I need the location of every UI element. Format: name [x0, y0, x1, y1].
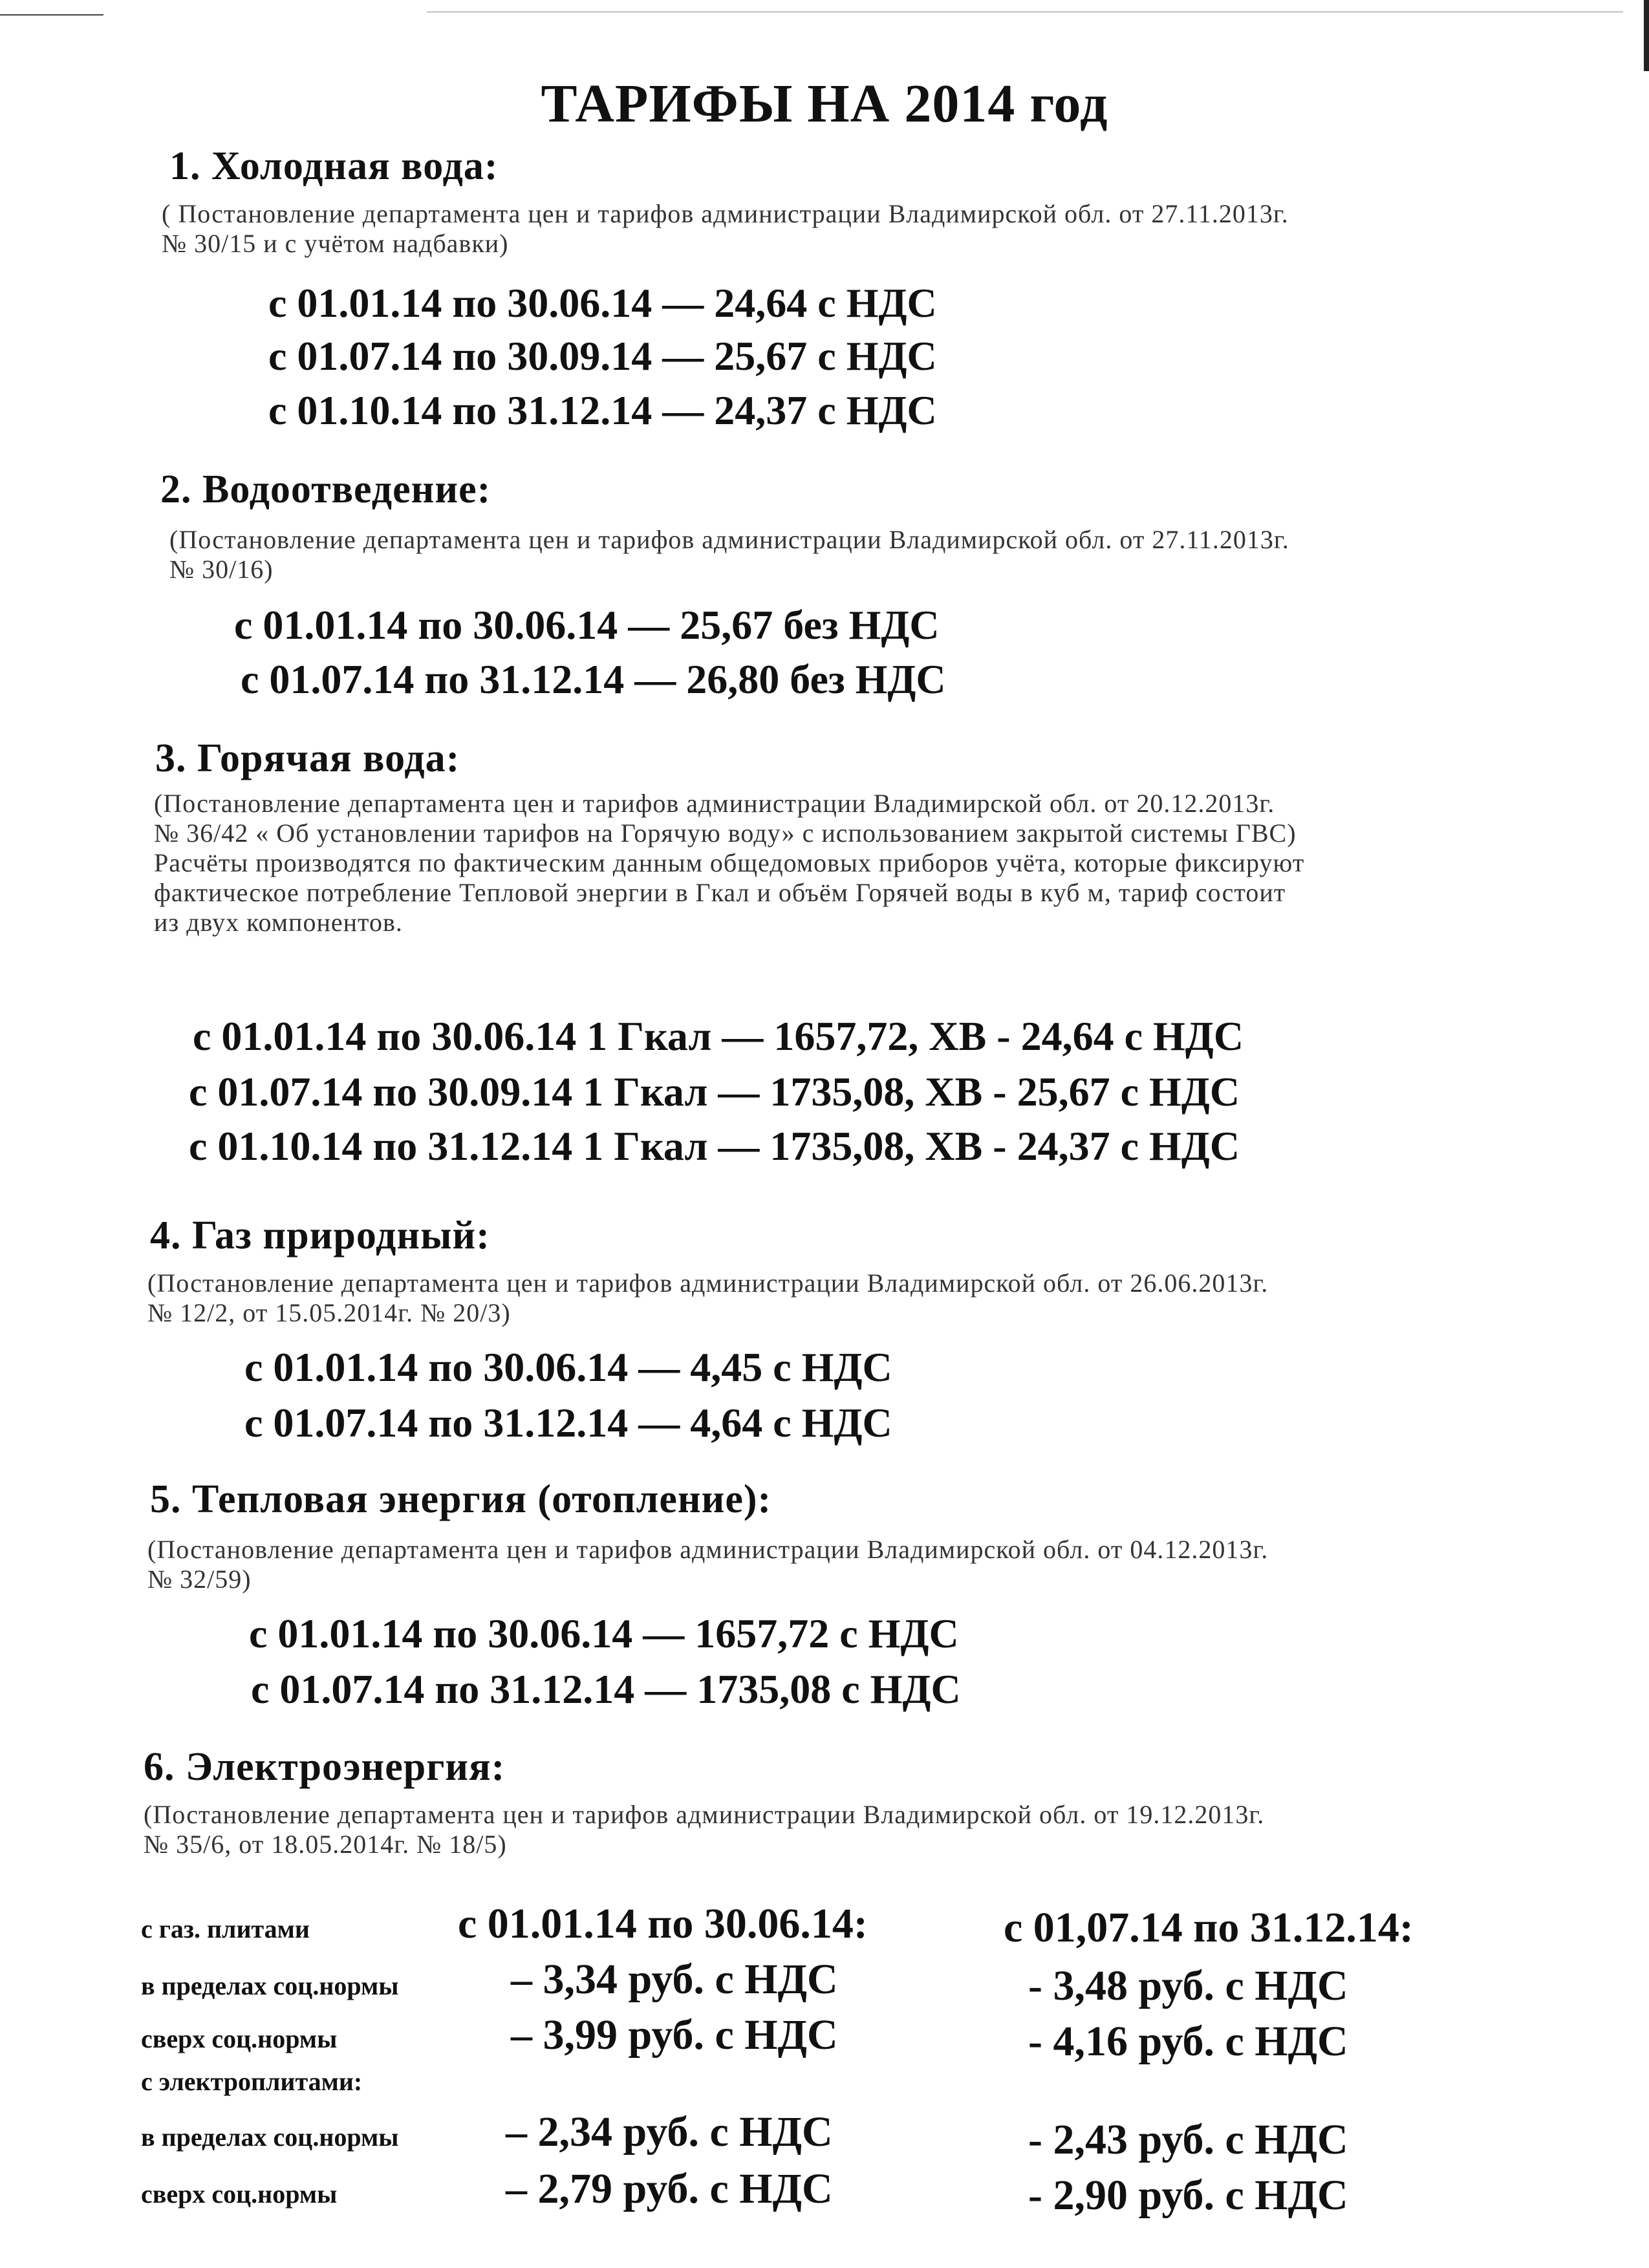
electricity-row-label: сверх соц.нормы: [141, 2179, 338, 2209]
section-5-rate: с 01.07.14 по 31.12.14 — 1735,08 с НДС: [251, 1666, 961, 1712]
electricity-row-value-2: - 2,43 руб. с НДС: [1028, 2116, 1348, 2163]
electricity-row-value-1: – 2,34 руб. с НДС: [506, 2108, 833, 2156]
electricity-row-value-1: – 2,79 руб. с НДС: [506, 2165, 833, 2212]
section-4-rate: с 01.07.14 по 31.12.14 — 4,64 с НДС: [244, 1400, 892, 1446]
section-4-rate: с 01.01.14 по 30.06.14 — 4,45 с НДС: [244, 1344, 892, 1390]
section-4-heading: 4. Газ природный:: [150, 1214, 490, 1257]
page-title: ТАРИФЫ НА 2014 год: [541, 74, 1108, 134]
note-line: (Постановление департамента цен и тарифов администрации Владимирской обл. от 04.12.2013г.: [147, 1535, 1269, 1564]
electricity-period-1: с 01.01.14 по 30.06.14:: [458, 1900, 868, 1947]
electricity-gas-label: с газ. плитами: [141, 1914, 310, 1943]
note-line: № 35/6, от 18.05.2014г. № 18/5): [144, 1830, 507, 1859]
section-1-rate: с 01.07.14 по 30.09.14 — 25,67 с НДС: [268, 333, 937, 379]
section-2-note: [169, 525, 1560, 584]
electricity-row-value-1: – 3,99 руб. с НДС: [511, 2011, 838, 2059]
electricity-period-2: с 01,07.14 по 31.12.14:: [1004, 1904, 1414, 1951]
electricity-row-value-2: - 3,48 руб. с НДС: [1028, 1962, 1348, 2009]
note-line: (Постановление департамента цен и тарифов администрации Владимирской обл. от 26.06.2013г.: [147, 1268, 1269, 1298]
section-6-note: [144, 1800, 1534, 1859]
section-5-rate: с 01.01.14 по 30.06.14 — 1657,72 с НДС: [249, 1610, 959, 1656]
electricity-electric-label: с электроплитами:: [141, 2067, 363, 2096]
note-line: № 36/42 « Об установлении тарифов на Горячую воду» с использованием закрытой системы ГВС): [154, 818, 1297, 848]
electricity-row-label: в пределах соц.нормы: [141, 1971, 399, 2000]
section-1-rate: с 01.10.14 по 31.12.14 — 24,37 с НДС: [268, 387, 937, 433]
note-line: № 32/59): [147, 1565, 252, 1594]
section-5-note: [147, 1535, 1538, 1594]
section-6-heading: 6. Электроэнергия:: [144, 1745, 506, 1789]
note-line: (Постановление департамента цен и тарифов администрации Владимирской обл. от 19.12.2013г.: [144, 1800, 1265, 1829]
section-3-rate: с 01.01.14 по 30.06.14 1 Гкал — 1657,72, ХВ - 24,64 с НДС: [193, 1013, 1244, 1059]
electricity-row-label: сверх соц.нормы: [141, 2024, 338, 2053]
section-2-rate: с 01.01.14 по 30.06.14 — 25,67 без НДС: [234, 602, 940, 648]
section-3-heading: 3. Горячая вода:: [155, 736, 460, 780]
section-3-note: [154, 789, 1544, 937]
note-line: Расчёты производятся по фактическим данным общедомовых приборов учёта, которые фиксируют: [154, 848, 1305, 877]
section-1-rate: с 01.01.14 по 30.06.14 — 24,64 с НДС: [268, 280, 937, 326]
scan-edge-mark: [1644, 0, 1649, 71]
section-2-rate: с 01.07.14 по 31.12.14 — 26,80 без НДС: [241, 656, 946, 702]
note-line: фактическое потребление Тепловой энергии в Гкал и объём Горячей воды в куб м, тариф состоит: [154, 878, 1286, 907]
electricity-row-label: в пределах соц.нормы: [141, 2123, 399, 2152]
electricity-row-value-2: - 4,16 руб. с НДС: [1028, 2018, 1348, 2065]
section-1-heading: 1. Холодная вода:: [169, 144, 499, 188]
scan-artifact-line: [0, 14, 103, 16]
note-line: № 30/15 и с учётом надбавки): [162, 229, 509, 258]
section-3-rate: с 01.07.14 по 30.09.14 1 Гкал — 1735,08, ХВ - 25,67 с НДС: [189, 1069, 1240, 1115]
section-1-note: [162, 199, 1552, 259]
section-5-heading: 5. Тепловая энергия (отопление):: [150, 1477, 772, 1521]
electricity-row-value-2: - 2,90 руб. с НДС: [1028, 2172, 1348, 2219]
electricity-row-value-1: – 3,34 руб. с НДС: [511, 1956, 838, 2003]
note-line: № 30/16): [169, 555, 274, 584]
note-line: № 12/2, от 15.05.2014г. № 20/3): [147, 1298, 511, 1327]
note-line: (Постановление департамента цен и тарифов администрации Владимирской обл. от 20.12.2013г.: [154, 789, 1275, 818]
note-line: (Постановление департамента цен и тарифов администрации Владимирской обл. от 27.11.2013г.: [169, 525, 1289, 554]
section-3-rate: с 01.10.14 по 31.12.14 1 Гкал — 1735,08, ХВ - 24,37 с НДС: [189, 1123, 1240, 1169]
note-line: из двух компонентов.: [154, 908, 403, 937]
note-line: ( Постановление департамента цен и тарифов администрации Владимирской обл. от 27.11.2013г.: [162, 199, 1289, 228]
section-2-heading: 2. Водоотведение:: [160, 467, 491, 511]
section-4-note: [147, 1268, 1538, 1328]
